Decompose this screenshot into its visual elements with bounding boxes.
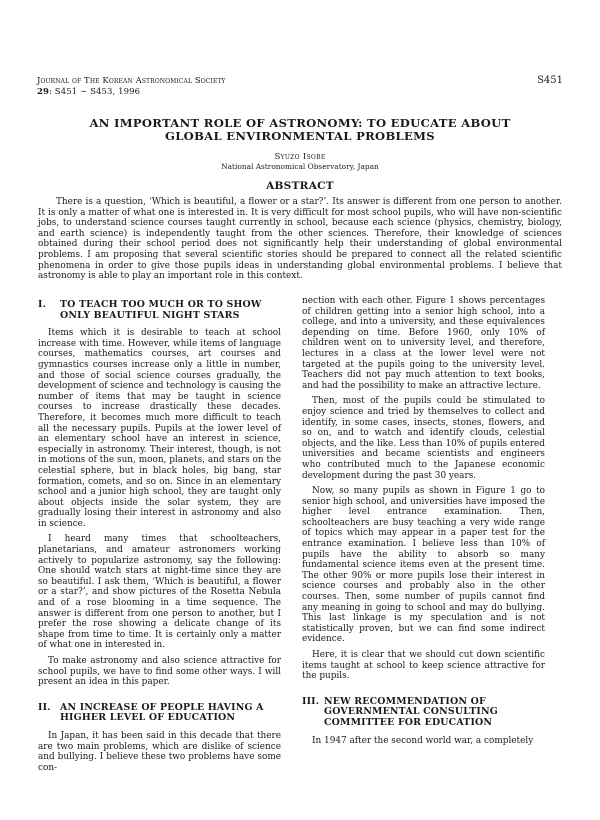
journal-header <box>37 76 437 98</box>
abstract-heading: ABSTRACT <box>266 180 334 192</box>
section-1-paragraph-1: Items which it is desirable to teach at school increase with time. However, while items of language courses, mathematics courses, art courses and gymnastics courses increase only a little in number, and those of social science courses gradually, the development of science and technology is causing the number of items that may be taught in science courses to increase drastically these decades. Therefore, it becomes much more difficult to teach all the necessary pupils. Pupils at the lower level of an elementary school have an interest in science, especially in astronomy. Their interest, though, is not in motions of the sun, moon, planets, and stars on the celestial sphere, but in black holes, big bang, star formation, comets, and so on. Since in an elementary school and a junior high school, they are taught only about objects inside the solar system, they are gradually losing their interest in astronomy and also in science. <box>38 328 281 529</box>
section-1-number: I. <box>38 299 47 310</box>
abstract-text: There is a question, ‘Which is beautiful, a flower or a star?’. Its answer is different from one person to another. It is only a matter of what one is interested in. It is very difficult for most school pupils, who will have non-scientific jobs, to understand science courses taught currently in school, because each science (physics, chemistry, biology, and earth science) is independently taught from the other sciences. Therefore, their knowledge of sciences obtained during their school period does not significantly help their understanding of global environmental problems. I am proposing that several scientific stories should be prepared to connect all the related scientific phenomena in order to give those pupils ideas in understanding global environmental problems. I believe that astronomy is able to play an important role in this context. <box>38 197 562 282</box>
section-2-paragraph-1: In Japan, it has been said in this decade that there are two main problems, which are dislike of science and bullying. I believe these two problems have some con- <box>38 730 281 773</box>
right-column <box>302 296 545 751</box>
journal-name: Journal of The Korean Astronomical Society <box>37 76 226 86</box>
page-number: S451 <box>537 75 563 86</box>
section-3-heading <box>302 697 545 729</box>
section-2-paragraph-3: Now, so many pupils as shown in Figure 1 go to senior high school, and universities have imposed the higher level entrance examination. Then, schoolteachers are busy teaching a very wide range of topics which may appear in a paper test for the entrance examination. I believe less than 10% of pupils have the ability to absorb so many fundamental science items even at the present time. The other 90% or more pupils lose their interest in science courses and probably also in the other courses. Then, some number of pupils cannot find any meaning in going to school and may do bullying. This last linkage is my speculation and is not statistically proven, but we can find some indirect evidence. <box>302 486 545 645</box>
section-1-paragraph-2: I heard many times that schoolteachers, planetarians, and amateur astronomers working actively to popularize astronomy, say the following: One should watch stars at night-time since they are so beautiful. I ask them, ‘Which is beautiful, a flower or a star?’, and show pictures of the Rosetta Nebula and of a rose blooming in a time sequence. The answer is different from one person to another, but I prefer the rose showing a delicate change of its shape from time to time. It is certainly only a matter of what one in interested in. <box>38 534 281 651</box>
section-1-paragraph-3: To make astronomy and also science attractive for school pupils, we have to find some other ways. I will present an idea in this paper. <box>38 656 281 688</box>
section-2-paragraph-4: Here, it is clear that we should cut down scientific items taught at school to keep science attractive for the pupils. <box>302 650 545 682</box>
section-3-paragraph-1: In 1947 after the second world war, a completely <box>312 735 534 746</box>
section-1-title: TO TEACH TOO MUCH OR TO SHOW ONLY BEAUTIFUL NIGHT STARS <box>60 299 262 321</box>
section-2-paragraph-2: Then, most of the pupils could be stimulated to enjoy science and tried by themselves to collect and identify, in some cases, insects, stones, flowers, and so on, and to watch and identify clouds, celestial objects, and the like. Less than 10% of pupils entered universities and became scientists and engineers who contributed much to the Japanese economic development during the past 30 years. <box>302 396 545 481</box>
section-3-number: III. <box>302 695 320 707</box>
section-2-title: AN INCREASE OF PEOPLE HAVING A HIGHER LEVEL OF EDUCATION <box>60 701 264 724</box>
title-line-2: GLOBAL ENVIRONMENTAL PROBLEMS <box>165 129 435 143</box>
title-line-1: AN IMPORTANT ROLE OF ASTRONOMY: TO EDUCATE ABOUT <box>89 116 511 130</box>
section-2-heading <box>38 703 281 724</box>
abstract-body <box>38 197 562 282</box>
author-affiliation: National Astronomical Observatory, Japan <box>221 162 379 171</box>
journal-volume: 29 <box>37 87 50 97</box>
left-column <box>38 300 281 778</box>
journal-pages: : S451 ∼ S453, 1996 <box>49 87 141 97</box>
section-2-continued: nection with each other. Figure 1 shows percentages of children getting into a senior high school, into a college, and into a university, and these equivalences depending on time. Before 1960, only 10% of children went on to university level, and therefore, lectures in a class at the lower level were not targeted at the pupils going to the university level. Teachers did not pay much attention to text books, and had the possibility to make an attractive lecture. <box>302 296 545 391</box>
section-3-title: NEW RECOMMENDATION OF GOVERNMENTAL CONSULTING COMMITTEE FOR EDUCATION <box>324 695 498 728</box>
section-2-number: II. <box>38 701 51 713</box>
paper-title <box>40 117 560 143</box>
section-1-heading <box>38 300 281 321</box>
author-name: Syuzo Isobe <box>274 152 326 162</box>
